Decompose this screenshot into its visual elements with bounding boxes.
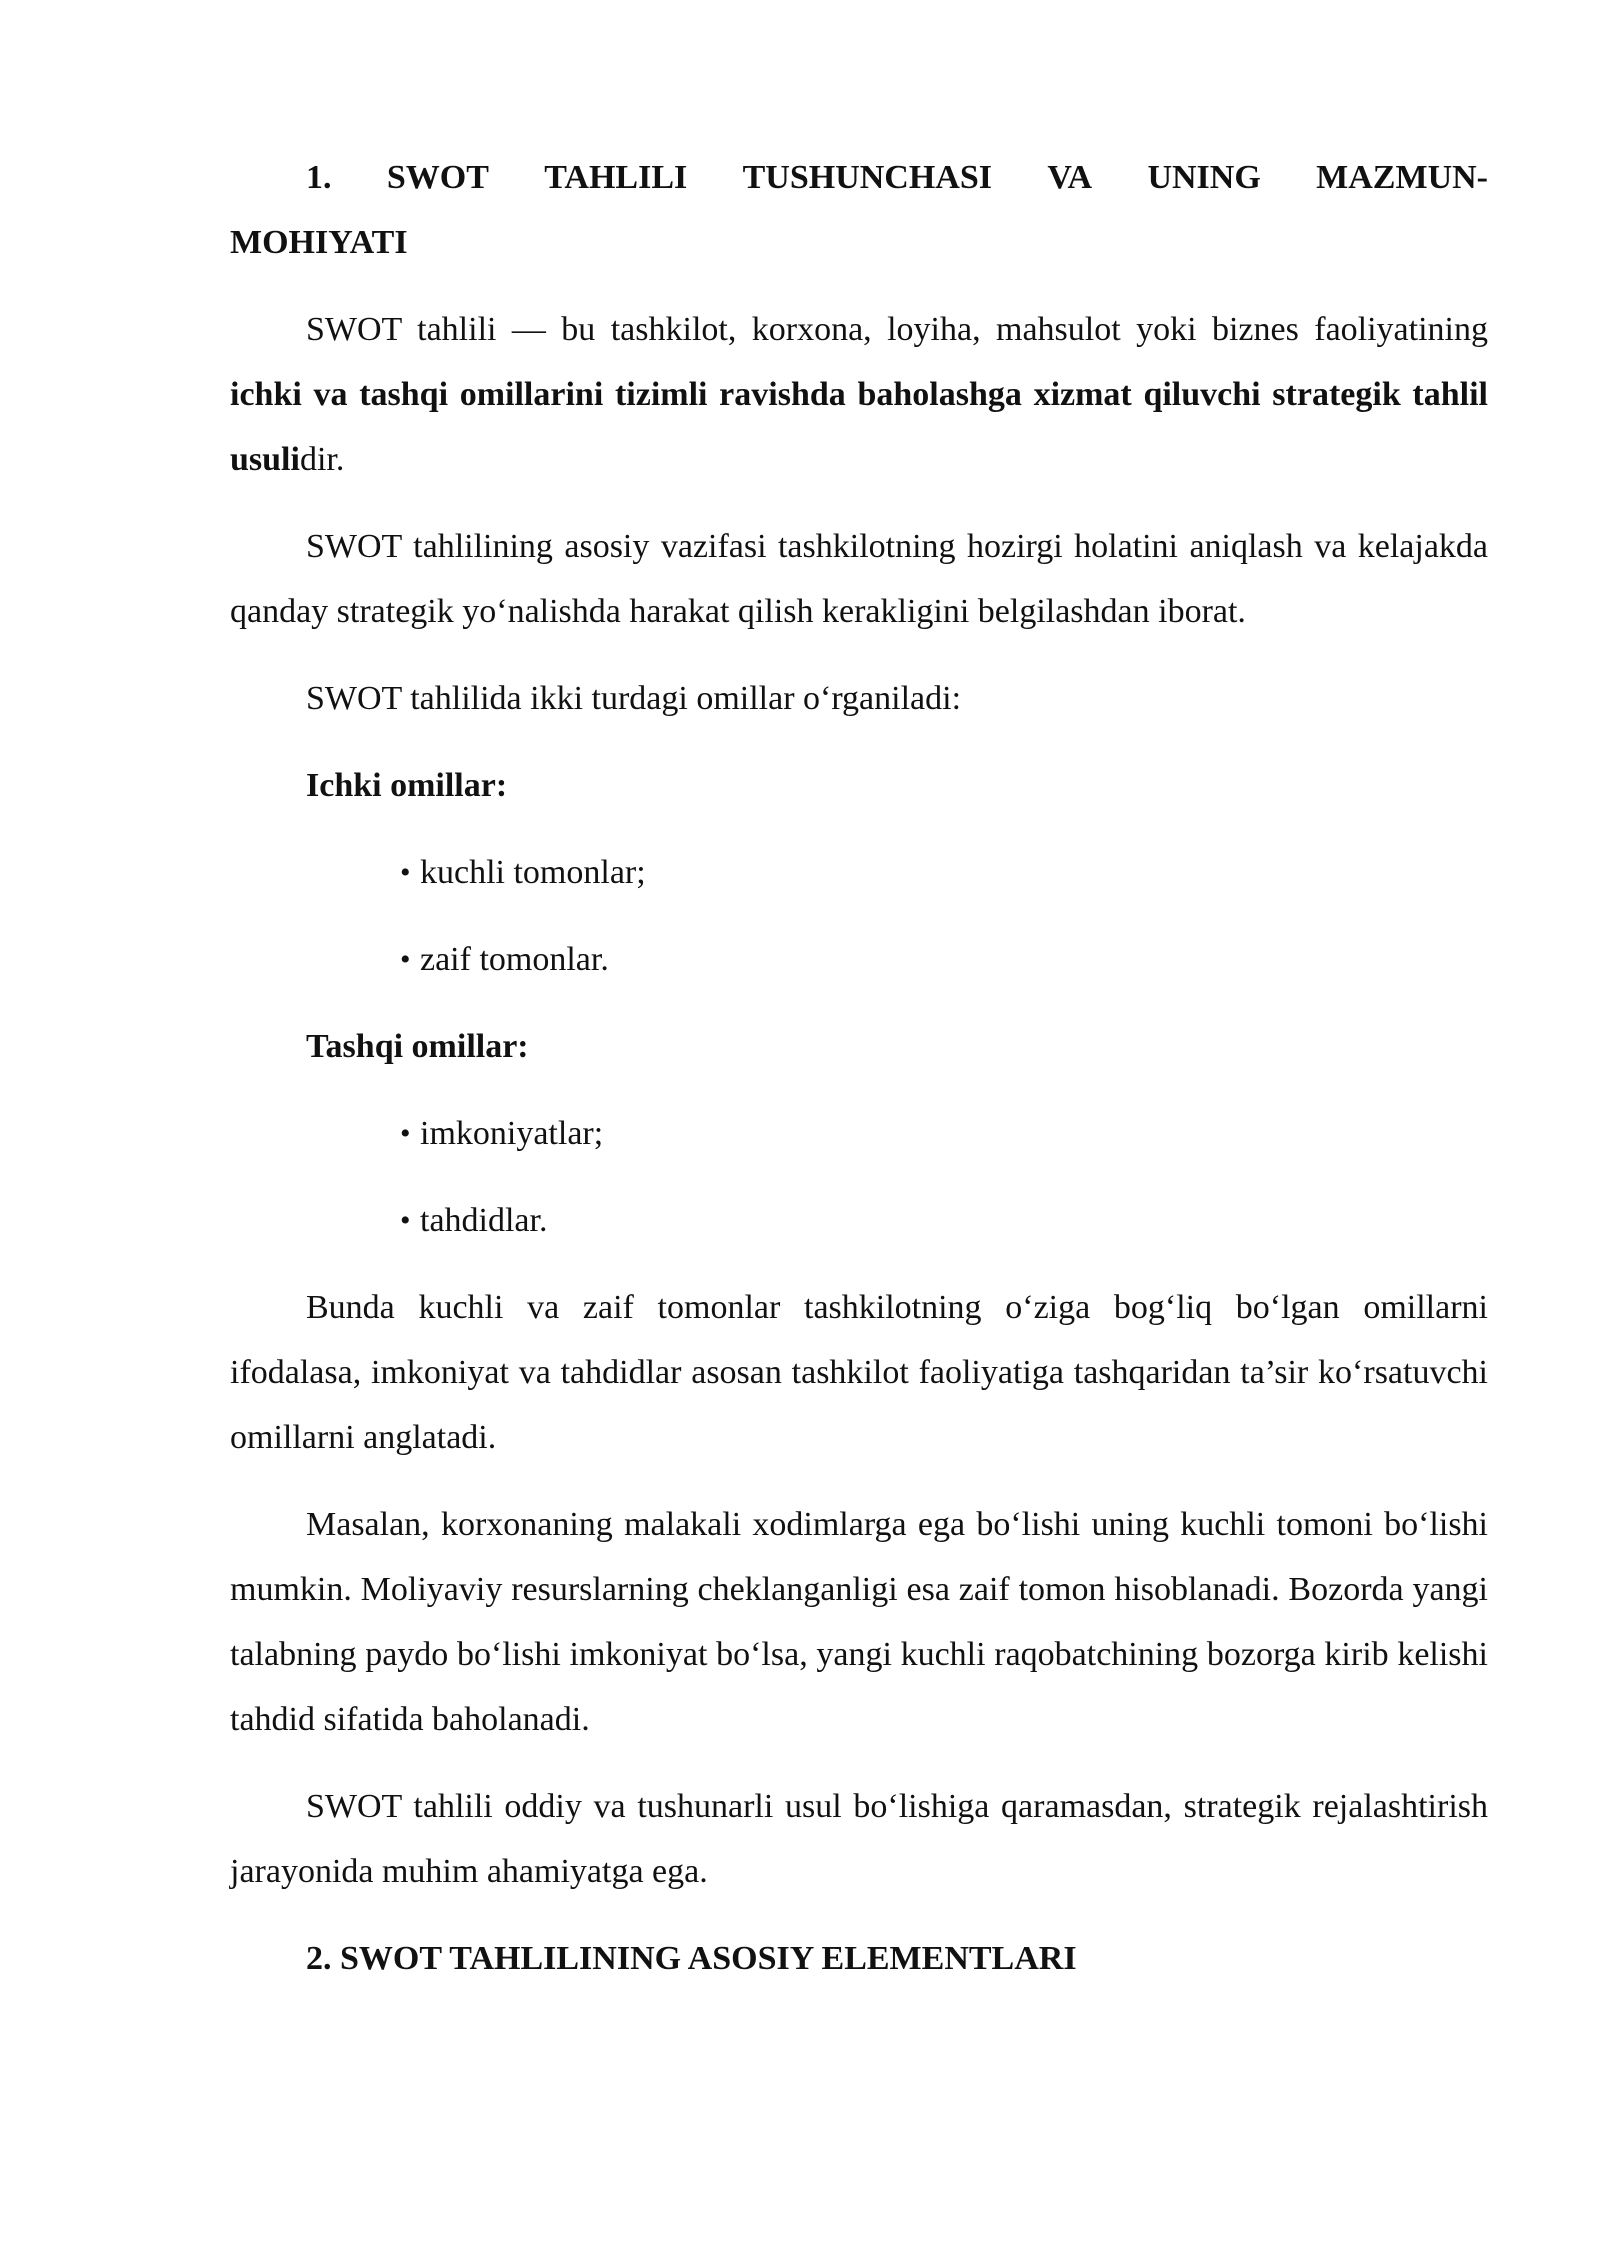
list-item-text: zaif tomonlar. <box>420 941 609 978</box>
section-heading-1 <box>230 145 1488 275</box>
paragraph-text: SWOT tahlili — bu tashkilot, korxona, loyiha, mahsulot yoki biznes faoliyatining <box>306 311 1488 348</box>
heading-word: TUSHUNCHASI <box>742 159 992 196</box>
paragraph-factor-types: SWOT tahlilida ikki turdagi omillar o‘rganiladi: <box>306 680 962 717</box>
heading-word: 1. <box>306 159 332 196</box>
paragraph-explanation: Bunda kuchli va zaif tomonlar tashkilotning o‘ziga bog‘liq bo‘lgan omillarni ifodalasa, imkoniyat va tahdidlar asosan tashkilot faoliyatiga tashqaridan ta’sir ko‘rsatuvchi omillarni anglatadi. <box>230 1289 1488 1456</box>
paragraph-text: dir. <box>299 441 345 478</box>
list-item <box>230 927 1488 992</box>
document-page <box>230 145 1488 2013</box>
paragraph-bold-text: ichki va tashqi omillarini tizimli ravishda baholashga xizmat qiluvchi strategik tahlil usuli <box>230 376 1488 478</box>
list-item <box>230 840 1488 905</box>
list-item-text: tahdidlar. <box>420 1202 548 1239</box>
heading-word: TAHLILI <box>544 159 688 196</box>
bullet-icon: • <box>400 856 411 889</box>
list-item-text: imkoniyatlar; <box>420 1115 604 1152</box>
heading-word: VA <box>1047 159 1093 196</box>
internal-factors-label: Ichki omillar: <box>306 767 508 804</box>
section-heading-2: 2. SWOT TAHLILINING ASOSIY ELEMENTLARI <box>306 1940 1077 1977</box>
list-item <box>230 1188 1488 1253</box>
bullet-icon: • <box>400 943 411 976</box>
list-item <box>230 1101 1488 1166</box>
bullet-icon: • <box>400 1204 411 1237</box>
list-item-text: kuchli tomonlar; <box>420 854 646 891</box>
heading-word: SWOT <box>386 159 489 196</box>
external-factors-label: Tashqi omillar: <box>306 1028 529 1065</box>
paragraph-definition <box>230 297 1488 492</box>
section-heading-1-line2: MOHIYATI <box>230 224 408 261</box>
paragraph-conclusion: SWOT tahlili oddiy va tushunarli usul bo‘lishiga qaramasdan, strategik rejalashtirish jarayonida muhim ahamiyatga ega. <box>230 1788 1488 1890</box>
section-heading-1-line1 <box>230 145 1488 210</box>
paragraph-purpose: SWOT tahlilining asosiy vazifasi tashkilotning hozirgi holatini aniqlash va kelajakda qanday strategik yo‘nalishda harakat qilish kerakligini belgilashdan iborat. <box>230 528 1488 630</box>
heading-word: MAZMUN- <box>1316 159 1488 196</box>
bullet-icon: • <box>400 1117 411 1150</box>
heading-word: UNING <box>1147 159 1261 196</box>
paragraph-example: Masalan, korxonaning malakali xodimlarga ega bo‘lishi uning kuchli tomoni bo‘lishi mumkin. Moliyaviy resurslarning cheklanganligi esa zaif tomon hisoblanadi. Bozorda yangi talabning paydo bo‘lishi imkoniyat bo‘lsa, yangi kuchli raqobatchining bozorga kirib kelishi tahdid sifatida baholanadi. <box>230 1506 1488 1738</box>
